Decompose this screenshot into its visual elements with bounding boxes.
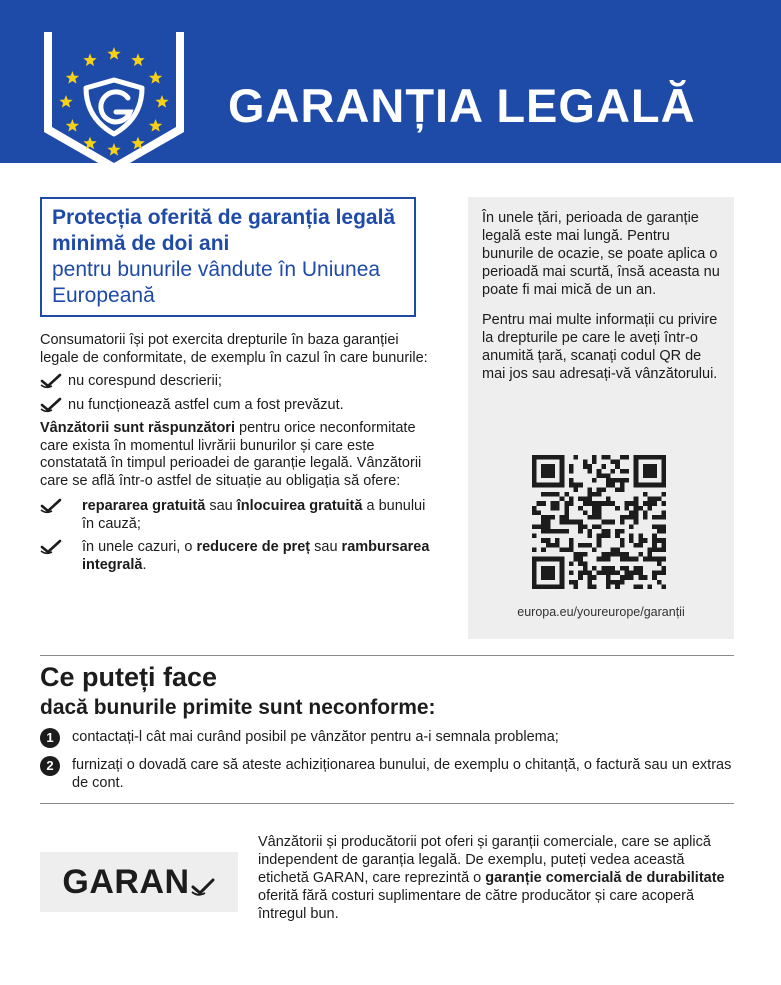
step-number-badge: 2 bbox=[40, 756, 60, 776]
check-icon bbox=[40, 373, 68, 389]
qr-code-icon[interactable] bbox=[524, 455, 674, 589]
step-item bbox=[40, 756, 740, 792]
check-icon bbox=[40, 397, 68, 413]
list-item bbox=[40, 539, 440, 574]
divider bbox=[40, 655, 734, 656]
remedy-bold: înlocuirea gratuită bbox=[236, 498, 363, 514]
commercial-text: Vânzătorii și producătorii pot oferi și garanții comerciale, care se aplică independent de garanția legală. De exemplu, puteți vedea această etichetă GARAN, care reprezintă o bbox=[258, 834, 711, 886]
step-item bbox=[40, 728, 740, 748]
garan-label-text: GARAN bbox=[62, 862, 190, 901]
section-title: Ce puteți face bbox=[40, 662, 218, 692]
divider bbox=[40, 803, 734, 804]
remedy-text: sau bbox=[205, 498, 237, 514]
eu-stars-shield-g-icon bbox=[38, 32, 190, 172]
check-icon bbox=[40, 539, 68, 555]
list-item bbox=[40, 498, 440, 533]
step-text: furnizați o dovadă care să ateste achiziționarea bunului, de exemplu o chitanță, o factură sau un extras de cont. bbox=[72, 757, 732, 791]
remedy-text bbox=[68, 498, 440, 533]
remedy-text: a bunului în cauză; bbox=[82, 498, 426, 532]
info-sidebar bbox=[468, 197, 734, 639]
header-banner bbox=[0, 0, 781, 163]
sidebar-paragraph: În unele țări, perioada de garanție legală este mai lungă. Pentru bunurile de ocazie, se poate aplica o perioadă mai scurtă, însă aceasta nu poate fi mai mică de un an. bbox=[482, 210, 720, 298]
promo-box bbox=[40, 197, 416, 317]
page-title: GARANȚIA LEGALĂ bbox=[228, 79, 696, 132]
sellers-bold: Vânzătorii sunt răspunzători bbox=[40, 420, 235, 436]
step-text: contactați-l cât mai curând posibil pe vânzător pentru a-i semnala problema; bbox=[72, 729, 559, 745]
remedy-text: în unele cazuri, o bbox=[82, 539, 197, 555]
garan-label bbox=[40, 852, 238, 912]
info-link[interactable]: europa.eu/youreurope/garanții bbox=[517, 605, 685, 619]
remedy-text: . bbox=[142, 556, 147, 573]
remedy-text: sau bbox=[310, 539, 342, 555]
sellers-text: pentru orice neconformitate care exista în momentul livrării bunurilor și care este constatată în timpul perioadei de garanție legală. Vânzătorii care se află într-o astfel de situație au obligația să ofere: bbox=[40, 420, 422, 489]
remedy-text bbox=[68, 539, 440, 574]
commercial-guarantee-text bbox=[258, 833, 738, 923]
remedy-bold: repararea gratuită bbox=[82, 498, 206, 514]
step-number-badge: 1 bbox=[40, 728, 60, 748]
remedy-bold: reducere de preț bbox=[196, 539, 311, 555]
rights-column bbox=[40, 332, 440, 580]
condition-text: nu corespund descrierii; bbox=[68, 373, 222, 389]
check-icon bbox=[190, 877, 216, 897]
sidebar-paragraph: Pentru mai multe informații cu privire la drepturile pe care le aveți într-o anumită țară, scanați codul QR de mai jos sau adresați-vă vânzătorului. bbox=[482, 312, 718, 382]
condition-text: nu funcționează astfel cum a fost prevăzut. bbox=[68, 396, 344, 413]
sellers-paragraph bbox=[40, 420, 440, 490]
promo-subline: pentru bunurile vândute în Uniunea Europeană bbox=[52, 258, 381, 307]
promo-headline: Protecția oferită de garanția legală minimă de doi ani bbox=[52, 206, 396, 255]
list-item bbox=[40, 373, 440, 391]
section-subtitle: dacă bunurile primite sunt neconforme: bbox=[40, 696, 436, 719]
check-icon bbox=[40, 498, 68, 514]
remedy-bold: rambursarea integrală bbox=[82, 539, 430, 573]
intro-text: Consumatorii își pot exercita drepturile în baza garanției legale de conformitate, de exemplu în cazul în care bunurile: bbox=[40, 332, 428, 366]
list-item bbox=[40, 397, 440, 415]
commercial-bold: garanție comercială de durabilitate bbox=[485, 870, 725, 886]
commercial-text: oferită fără costuri suplimentare de către producător și care acoperă întregul bun. bbox=[258, 888, 695, 922]
